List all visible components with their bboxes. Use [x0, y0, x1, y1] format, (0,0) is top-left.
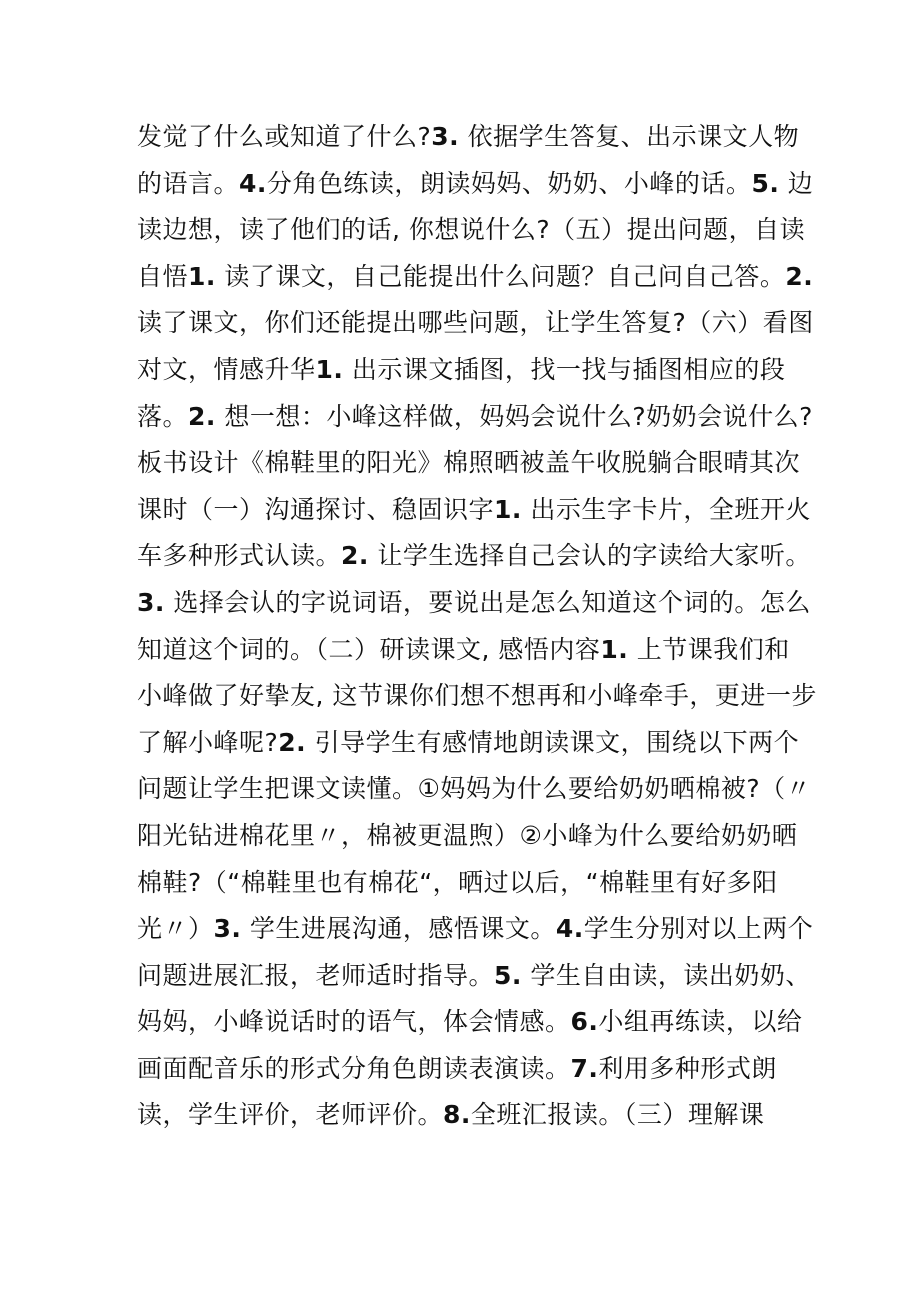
text-line-4: 自悟1. 读了课文，自己能提出什么问题？自己问自己答。2. — [137, 261, 814, 291]
text-line-15: 问题让学生把课文读懂。①妈妈为什么要给奶奶晒棉被?（〃 — [137, 774, 812, 804]
text-line-7: 落。2. 想一想：小峰这样做，妈妈会说什么?奶奶会说什么? — [137, 401, 813, 431]
text-line-13: 小峰做了好挚友, 这节课你们想不想再和小峰牵手，更进一步 — [137, 681, 817, 711]
text-line-18: 光〃）3. 学生进展沟通，感悟课文。4.学生分别对以上两个 — [137, 914, 814, 944]
text-line-20: 妈妈，小峰说话时的语气，体会情感。6.小组再练读，以给 — [137, 1007, 803, 1037]
text-line-11: 3. 选择会认的字说词语，要说出是怎么知道这个词的。怎么 — [137, 587, 811, 617]
text-line-16: 阳光钻进棉花里〃，棉被更温煦）②小峰为什么要给奶奶晒 — [137, 820, 798, 850]
text-line-17: 棉鞋?（“棉鞋里也有棉花“，晒过以后，“棉鞋里有好多阳 — [137, 867, 778, 897]
document-body-text — [137, 114, 817, 1139]
text-line-8: 板书设计《棉鞋里的阳光》棉照晒被盖午收脱躺合眼晴其次 — [137, 448, 801, 478]
text-line-2: 的语言。4.分角色练读，朗读妈妈、奶奶、小峰的话。5. 边 — [137, 168, 814, 198]
text-line-19: 问题进展汇报，老师适时指导。5. 学生自由读，读出奶奶、 — [137, 960, 811, 990]
text-line-22: 读，学生评价，老师评价。8.全班汇报读。（三）理解课 — [137, 1100, 765, 1130]
text-line-21: 画面配音乐的形式分角色朗读表演读。7.利用多种形式朗 — [137, 1053, 777, 1083]
text-line-9: 课时（一）沟通探讨、稳固识字1. 出示生字卡片，全班开火 — [137, 494, 811, 524]
text-line-3: 读边想，读了他们的话, 你想说什么?（五）提出问题，自读 — [137, 215, 806, 245]
text-line-14: 了解小峰呢?2. 引导学生有感情地朗读课文，围绕以下两个 — [137, 727, 800, 757]
text-line-12: 知道这个词的。（二）研读课文, 感悟内容1. 上节课我们和 — [137, 634, 790, 664]
text-line-10: 车多种形式认读。2. 让学生选择自己会认的字读给大家听。 — [137, 541, 811, 571]
text-line-1: 发觉了什么或知道了什么?3. 依据学生答复、出示课文人物 — [137, 122, 800, 151]
text-line-6: 对文，情感升华1. 出示课文插图，找一找与插图相应的段 — [137, 354, 786, 384]
text-line-5: 读了课文，你们还能提出哪些问题，让学生答复?（六）看图 — [137, 308, 814, 338]
